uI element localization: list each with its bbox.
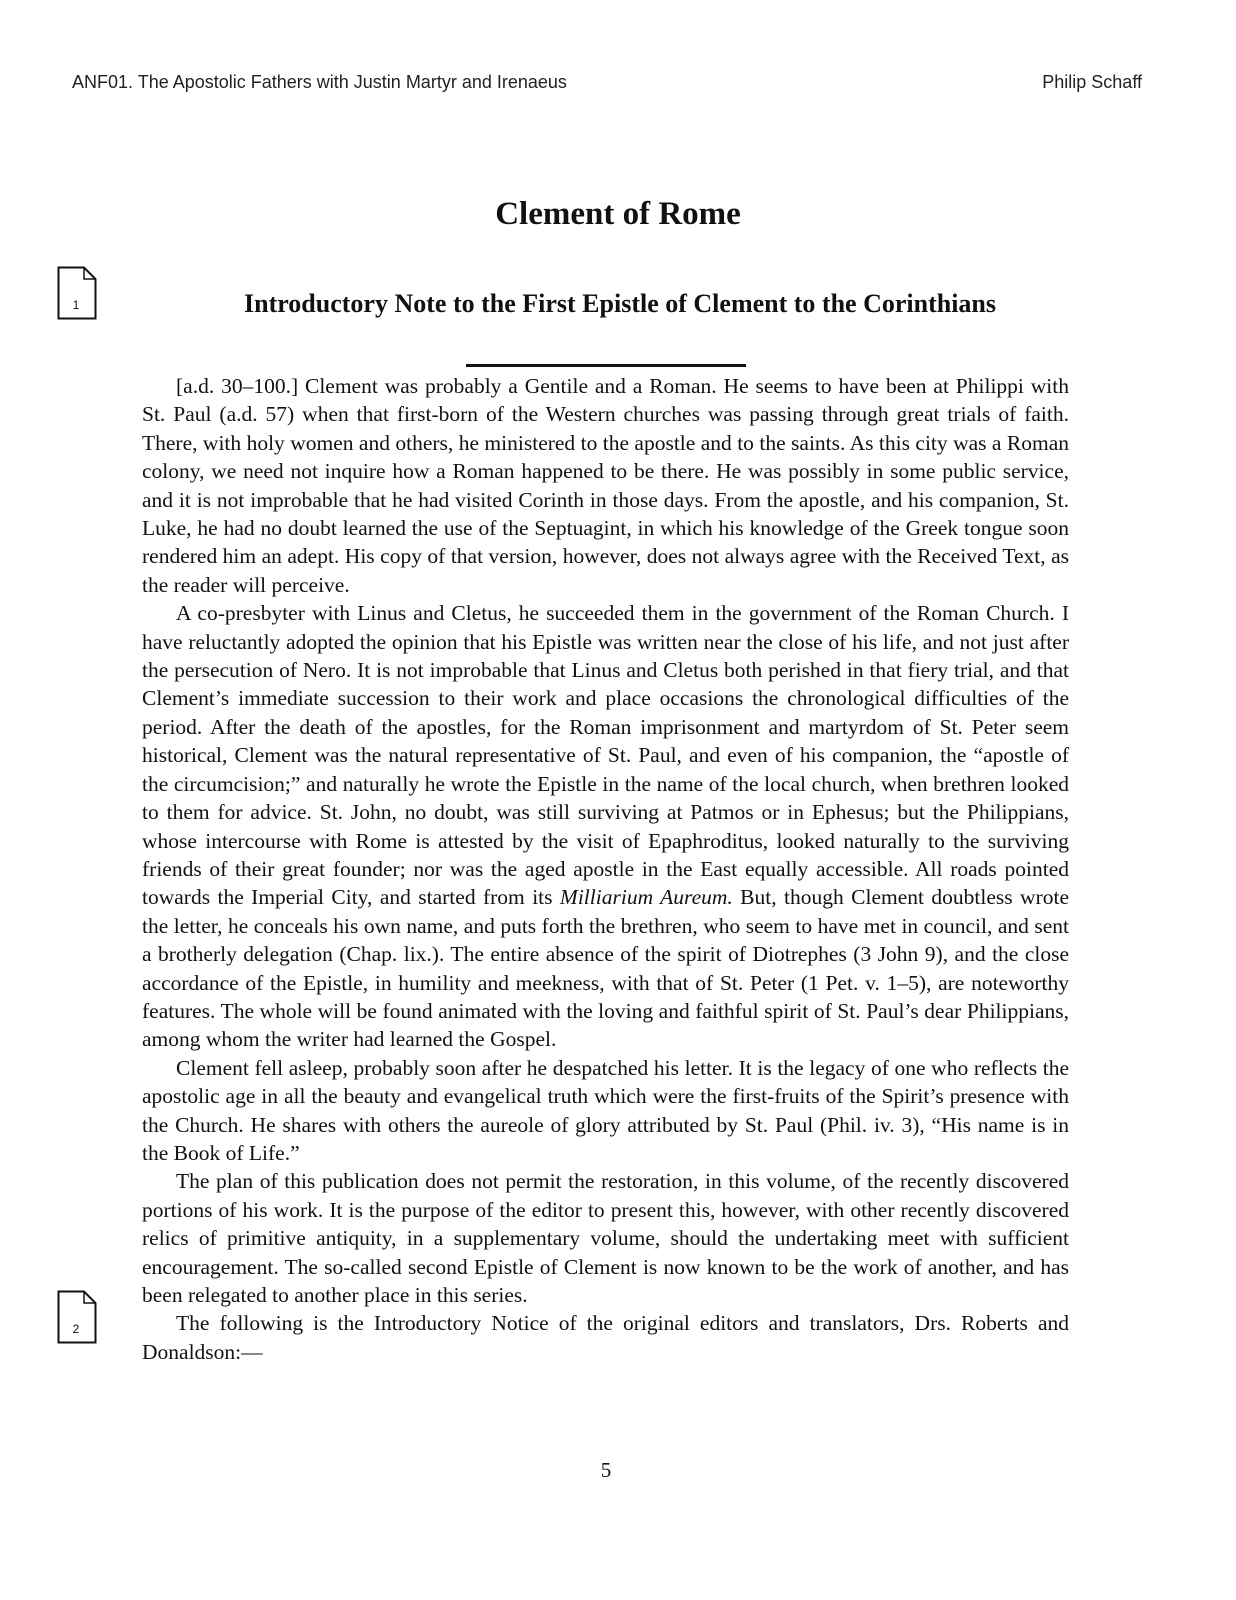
paragraph: The plan of this publication does not permit the restoration, in this volume, of the recently discovered portions of his work. It is the purpose of the editor to present this, however, with other recently discovered relics of primitive antiquity, in a supplementary volume, should the undertaking meet with sufficient encouragement. The so-called second Epistle of Clement is now known to be the work of another, and has been relegated to another place in this series. [142, 1169, 1069, 1307]
title-divider [466, 364, 746, 367]
paragraph: Clement fell asleep, probably soon after he despatched his letter. It is the legacy of one who reflects the apostolic age in all the beauty and evangelical truth which were the first-fruits of the Spirit’s presence with the Church. He shares with others the aureole of glory attributed by St. Paul (Phil. iv. 3), “His name is in the Book of Life.” [142, 1055, 1069, 1165]
text-run: A co-presbyter with Linus and Cletus, he succeeded them in the government of the Roman Church. I have reluctantly adopted the opinion that his Epistle was written near the close of his life, and not just after the persecution of Nero. It is not improbable that Linus and Cletus both perished in that fiery trial, and that Clement’s immediate succession to their work and place occasions the chronological difficulties of the period. After the death of the apostles, for the Roman imprisonment and martyrdom of St. Peter seem historical, Clement was the natural representative of St. Paul, and even of his companion, the “apostle of the circumcision;” and naturally he wrote the Epistle in the name of the local church, when brethren looked to them for advice. St. John, no doubt, was still surviving at Patmos or in Ephesus; but the Philippians, whose intercourse with Rome is attested by the visit of Epaphroditus, looked naturally to the surviving friends of their great founder; nor was the aged apostle in the East equally accessible. All roads pointed towards the Imperial City, and started from its [142, 601, 1069, 910]
page-number: 5 [600, 1458, 612, 1482]
page-marker-label: 2 [72, 1322, 80, 1336]
paragraph: The following is the Introductory Notice of the original editors and translators, Drs. Roberts and Donaldson:— [142, 1311, 1069, 1364]
page-marker-label: 1 [72, 298, 80, 312]
section-heading: Introductory Note to the First Epistle of Clement to the Corinthians [244, 289, 996, 318]
page-title: Clement of Rome [495, 196, 741, 232]
text-run: But, though Clement doubtless wrote the letter, he conceals his own name, and puts forth the brethren, who seem to have met in council, and sent a brotherly delegation (Chap. lix.). The entire absence of the spirit of Diotrephes (3 John 9), and the close accordance of the Epistle, in humility and meekness, with that of St. Peter (1 Pet. v. 1–5), are noteworthy features. The whole will be found animated with the loving and faithful spirit of St. Paul’s dear Philippians, among whom the writer had learned the Gospel. [142, 885, 1069, 1052]
page-marker-1[interactable] [57, 266, 105, 320]
italic-term: Milliarium Aureum. [559, 885, 733, 910]
paragraph: [a.d. 30–100.] Clement was probably a Gentile and a Roman. He seems to have been at Philippi with St. Paul (a.d. 57) when that first-born of the Western churches was passing through great trials of faith. There, with holy women and others, he ministered to the apostle and to the saints. As this city was a Roman colony, we need not inquire how a Roman happened to be there. He was possibly in some public service, and it is not improbable that he had visited Corinth in those days. From the apostle, and his companion, St. Luke, he had no doubt learned the use of the Septuagint, in which his knowledge of the Greek tongue soon rendered him an adept. His copy of that version, however, does not always agree with the Received Text, as the reader will perceive. [142, 374, 1069, 597]
page-marker-2[interactable] [57, 1290, 105, 1344]
body-text [142, 372, 1069, 1366]
running-header-title: ANF01. The Apostolic Fathers with Justin Martyr and Irenaeus [72, 72, 567, 92]
running-header-author: Philip Schaff [1042, 72, 1142, 92]
paragraph [142, 599, 1069, 1054]
